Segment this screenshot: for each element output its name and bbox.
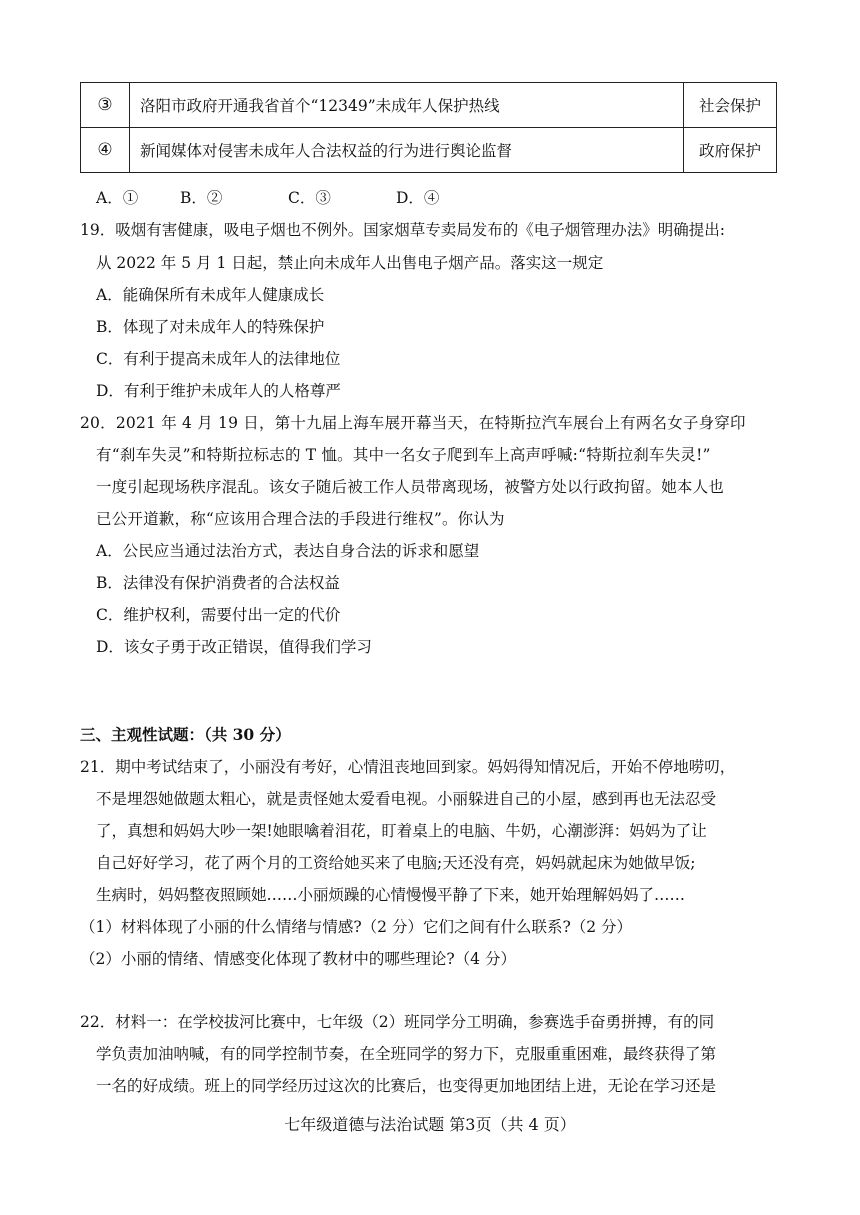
table-row xyxy=(81,83,777,128)
page-footer: 七年级道德与法治试题 第3页（共 4 页） xyxy=(284,1115,576,1134)
section-title: 三、主观性试题：（共 30 分） xyxy=(80,725,291,744)
q20-stem-line: 20．2021 年 4 月 19 日，第十九届上海车展开幕当天，在特斯拉汽车展台上有两名女子身穿印 xyxy=(80,414,746,432)
row-text: 新闻媒体对侵害未成年人合法权益的行为进行舆论监督 xyxy=(130,128,684,173)
q22-stem-line: 学负责加油呐喊，有的同学控制节奏，在全班同学的努力下，克服重重困难，最终获得了第 xyxy=(96,1045,717,1063)
choice-d: D．④ xyxy=(396,189,440,207)
choice-c: C．③ xyxy=(288,189,331,207)
table-row xyxy=(81,128,777,173)
row-number: ③ xyxy=(81,83,130,128)
q21-subquestion-1: （1）材料体现了小丽的什么情绪与情感?（2 分）它们之间有什么联系?（2 分） xyxy=(80,918,633,936)
q21-stem-line: 自己好好学习，花了两个月的工资给她买来了电脑;天还没有亮，妈妈就起床为她做早饭; xyxy=(96,854,696,872)
row-text: 洛阳市政府开通我省首个“12349”未成年人保护热线 xyxy=(130,83,684,128)
choice-b: B．② xyxy=(180,189,223,207)
q21-stem-line: 了，真想和妈妈大吵一架!她眼噙着泪花，盯着桌上的电脑、牛奶，心潮澎湃：妈妈为了让 xyxy=(96,822,707,840)
q19-option-d: D．有利于维护未成年人的人格尊严 xyxy=(96,382,341,400)
q19-option-c: C．有利于提高未成年人的法律地位 xyxy=(96,350,341,368)
q20-option-d: D．该女子勇于改正错误，值得我们学习 xyxy=(96,638,372,656)
q21-stem-line: 生病时，妈妈整夜照顾她……小丽烦躁的心情慢慢平静了下来，她开始理解妈妈了…… xyxy=(96,886,686,904)
q19-stem-line: 从 2022 年 5 月 1 日起，禁止向未成年人出售电子烟产品。落实这一规定 xyxy=(96,254,604,272)
q20-stem-line: 一度引起现场秩序混乱。该女子随后被工作人员带离现场，被警方处以行政拘留。她本人也 xyxy=(96,478,725,496)
q20-option-c: C．维护权利，需要付出一定的代价 xyxy=(96,606,341,624)
q19-option-a: A．能确保所有未成年人健康成长 xyxy=(96,286,325,304)
options-table xyxy=(80,82,777,173)
q22-stem-line: 22．材料一：在学校拔河比赛中，七年级（2）班同学分工明确，参赛选手奋勇拼搏，有的同 xyxy=(80,1013,715,1031)
q19-stem-line: 19．吸烟有害健康，吸电子烟也不例外。国家烟草专卖局发布的《电子烟管理办法》明确提出: xyxy=(80,221,725,239)
row-category: 政府保护 xyxy=(684,128,777,173)
q21-subquestion-2: （2）小丽的情绪、情感变化体现了教材中的哪些理论?（4 分） xyxy=(80,950,516,968)
q21-stem-line: 不是埋怨她做题太粗心，就是责怪她太爱看电视。小丽躲进自己的小屋，感到再也无法忍受 xyxy=(96,790,717,808)
q20-stem-line: 有“刹车失灵”和特斯拉标志的 T 恤。其中一名女子爬到车上高声呼喊:“特斯拉刹车失灵!” xyxy=(96,446,711,464)
q20-option-a: A．公民应当通过法治方式，表达自身合法的诉求和愿望 xyxy=(96,542,480,560)
q21-stem-line: 21．期中考试结束了，小丽没有考好，心情沮丧地回到家。妈妈得知情况后，开始不停地唠叨， xyxy=(80,758,736,776)
choice-a: A．① xyxy=(96,189,139,207)
row-category: 社会保护 xyxy=(684,83,777,128)
q20-stem-line: 已公开道歉，称“应该用合理合法的手段进行维权”。你认为 xyxy=(96,510,505,528)
q22-stem-line: 一名的好成绩。班上的同学经历过这次的比赛后，也变得更加地团结上进，无论在学习还是 xyxy=(96,1077,717,1095)
q18-choices xyxy=(96,188,439,208)
row-number: ④ xyxy=(81,128,130,173)
q20-option-b: B．法律没有保护消费者的合法权益 xyxy=(96,574,340,592)
q19-option-b: B．体现了对未成年人的特殊保护 xyxy=(96,318,325,336)
